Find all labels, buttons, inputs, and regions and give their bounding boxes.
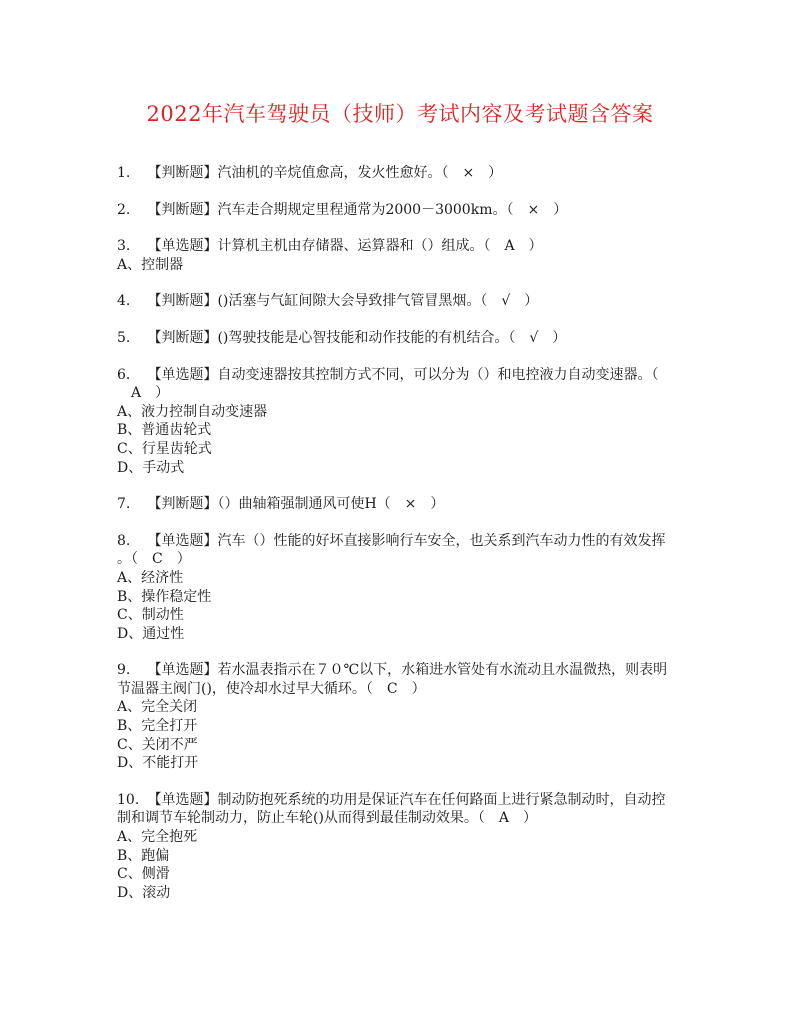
question-text: 【单选题】计算机主机由存储器、运算器和（）组成。（ A ） <box>147 238 543 255</box>
question-text-line <box>117 809 687 828</box>
answer-option: B、完全打开 <box>117 718 198 735</box>
document-title: 2022年汽车驾驶员（技师）考试内容及考试题含答案 <box>146 102 654 126</box>
answer-option: A、经济性 <box>117 569 184 586</box>
answer-option: D、不能打开 <box>117 755 199 772</box>
question-number: 3. <box>117 238 131 255</box>
question-text: 【判断题】()活塞与气缸间隙大会导致排气管冒黑烟。（ √ ） <box>147 293 539 310</box>
question-item <box>117 164 687 183</box>
question-text: 【单选题】制动防抱死系统的功用是保证汽车在任何路面上进行紧急制动时，自动控 <box>147 791 666 808</box>
question-item <box>117 292 687 311</box>
question-text-line <box>117 532 687 551</box>
question-text-line <box>117 164 687 183</box>
question-text-line <box>117 384 687 403</box>
answer-option: D、手动式 <box>117 459 185 476</box>
answer-option: B、普通齿轮式 <box>117 422 212 439</box>
question-text: 【单选题】汽车（）性能的好坏直接影响行车安全，也关系到汽车动力性的有效发挥 <box>147 532 666 549</box>
question-item <box>117 237 687 274</box>
question-number: 1. <box>117 165 131 181</box>
answer-option: A、控制器 <box>117 256 184 273</box>
question-number: 5. <box>117 329 131 346</box>
question-number: 2. <box>117 201 131 218</box>
answer-option: D、滚动 <box>117 884 171 901</box>
answer-option: C、关闭不严 <box>117 736 198 753</box>
answer-option: B、操作稳定性 <box>117 588 212 605</box>
question-text-line <box>117 201 687 220</box>
answer-option: B、跑偏 <box>117 847 170 864</box>
question-list <box>117 164 687 920</box>
question-text: 。（ C ） <box>117 551 191 568</box>
question-text-line <box>117 680 687 699</box>
answer-option: A、完全关闭 <box>117 699 198 716</box>
question-item <box>117 661 687 773</box>
question-item <box>117 532 687 644</box>
question-text: 【判断题】汽油机的辛烷值愈高，发火性愈好。（ × ） <box>147 165 503 181</box>
question-item <box>117 791 687 903</box>
question-item <box>117 329 687 348</box>
answer-option: A、完全抱死 <box>117 829 198 846</box>
question-text: 【判断题】()驾驶技能是心智技能和动作技能的有机结合。（ √ ） <box>147 329 567 346</box>
answer-option: C、制动性 <box>117 607 184 624</box>
question-text-line <box>117 661 687 680</box>
question-text: 节温器主阀门()，使冷却水过早大循环。（ C ） <box>117 680 426 697</box>
question-number: 4. <box>117 293 131 310</box>
question-text: 【单选题】若水温表指示在７０℃以下，水箱进水管处有水流动且水温微热，则表明 <box>147 662 668 679</box>
question-text-line <box>117 550 687 569</box>
question-item <box>117 201 687 220</box>
question-number: 9. <box>117 662 131 679</box>
question-number: 6. <box>117 366 131 383</box>
question-text: 【判断题】汽车走合期规定里程通常为2000－3000km。（ × ） <box>147 201 568 218</box>
question-text: 制和调节车轮制动力，防止车轮()从而得到最佳制动效果。（ A ） <box>117 810 538 827</box>
question-number: 8. <box>117 532 131 549</box>
answer-option: C、侧滑 <box>117 866 170 883</box>
question-text: 【判断题】（）曲轴箱强制通风可使H（ × ） <box>147 496 445 513</box>
question-text: 【单选题】自动变速器按其控制方式不同，可以分为（）和电控液力自动变速器。（ <box>147 366 659 383</box>
question-text-line <box>117 791 687 810</box>
answer-option: A、液力控制自动变速器 <box>117 403 268 420</box>
question-number: 10. <box>117 791 140 808</box>
question-number: 7. <box>117 496 131 513</box>
question-text: A ） <box>117 385 170 402</box>
answer-option: D、通过性 <box>117 625 185 642</box>
answer-option: C、行星齿轮式 <box>117 440 212 457</box>
question-text-line <box>117 292 687 311</box>
question-text-line <box>117 329 687 348</box>
question-item <box>117 366 687 478</box>
question-text-line <box>117 237 687 256</box>
question-text-line <box>117 495 687 514</box>
question-text-line <box>117 366 687 385</box>
question-item <box>117 495 687 514</box>
